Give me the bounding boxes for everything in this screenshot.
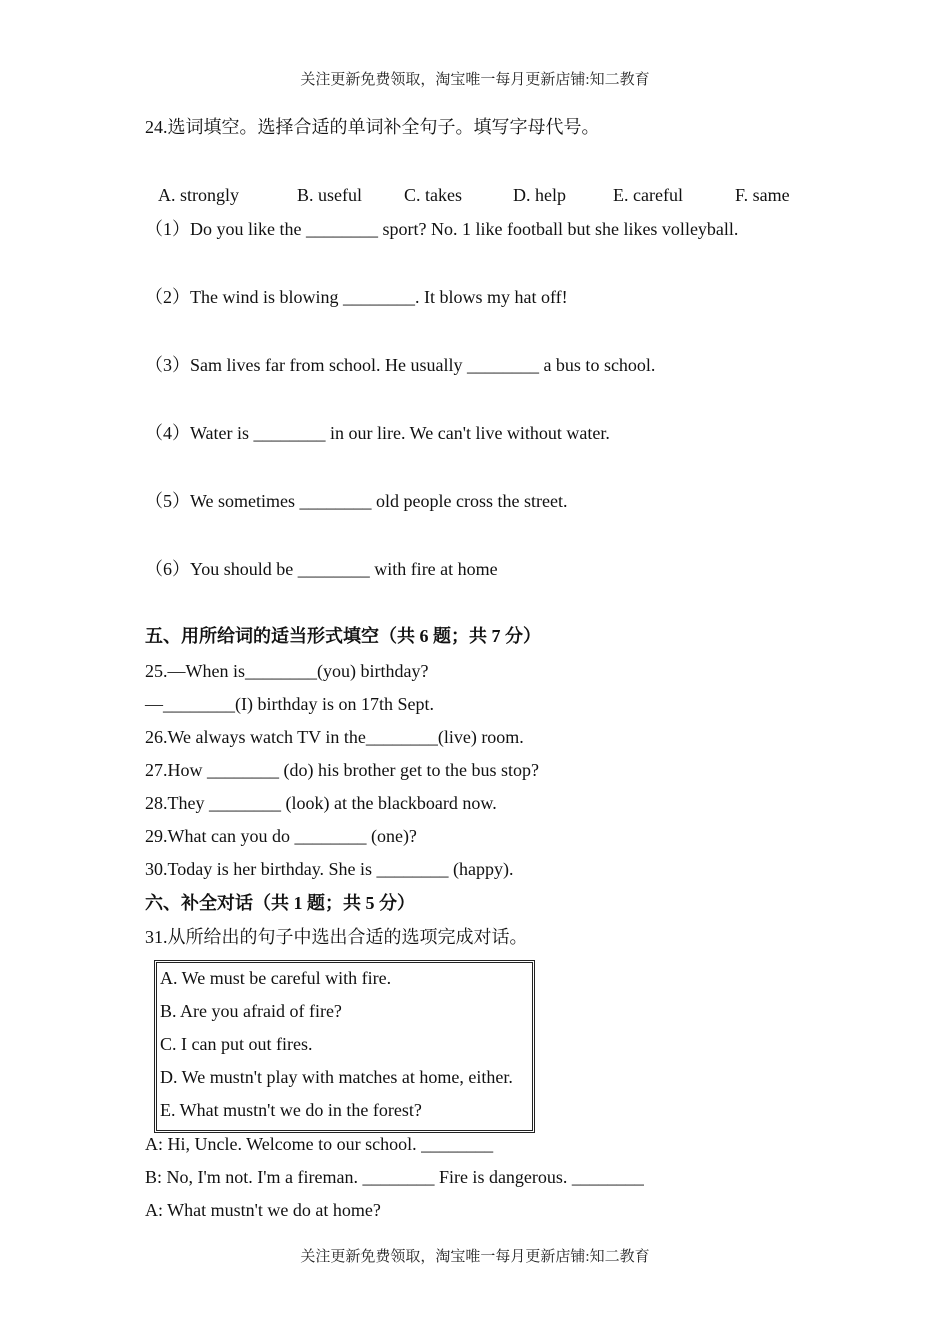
section6-heading: 六、补全对话（共 1 题；共 5 分） bbox=[145, 893, 415, 913]
option-f: F. same bbox=[735, 185, 790, 205]
option-a: A. strongly bbox=[158, 185, 239, 205]
option-e: E. careful bbox=[613, 185, 683, 205]
box-option-d: D. We mustn't play with matches at home, either. bbox=[160, 1067, 513, 1087]
option-c: C. takes bbox=[404, 185, 462, 205]
q24-item-6: （6）You should be ________ with fire at home bbox=[145, 559, 498, 579]
q30: 30.Today is her birthday. She is ________ (happy). bbox=[145, 859, 514, 879]
q24-item-5: （5）We sometimes ________ old people cross the street. bbox=[145, 491, 568, 511]
box-option-e: E. What mustn't we do in the forest? bbox=[160, 1100, 422, 1120]
q24-item-2: （2）The wind is blowing ________. It blows my hat off! bbox=[145, 287, 568, 307]
option-d: D. help bbox=[513, 185, 566, 205]
q27: 27.How ________ (do) his brother get to the bus stop? bbox=[145, 760, 539, 780]
dialogue-line-3: A: What mustn't we do at home? bbox=[145, 1200, 381, 1220]
page-header: 关注更新免费领取，淘宝唯一每月更新店铺:知二教育 bbox=[300, 72, 650, 88]
box-option-b: B. Are you afraid of fire? bbox=[160, 1001, 342, 1021]
box-option-a: A. We must be careful with fire. bbox=[160, 968, 392, 988]
dialogue-line-2: B: No, I'm not. I'm a fireman. ________ Fire is dangerous. ________ bbox=[145, 1167, 644, 1187]
q24-item-4: （4）Water is ________ in our lire. We can't live without water. bbox=[145, 423, 610, 443]
box-option-c: C. I can put out fires. bbox=[160, 1034, 313, 1054]
q31-title: 31.从所给出的句子中选出合适的选项完成对话。 bbox=[145, 927, 528, 947]
q25-line-2: —________(I) birthday is on 17th Sept. bbox=[145, 694, 434, 714]
q24-item-3: （3）Sam lives far from school. He usually ________ a bus to school. bbox=[145, 355, 656, 375]
page-footer: 关注更新免费领取，淘宝唯一每月更新店铺:知二教育 bbox=[300, 1249, 650, 1265]
q26: 26.We always watch TV in the________(live) room. bbox=[145, 727, 524, 747]
q24-title: 24.选词填空。选择合适的单词补全句子。填写字母代号。 bbox=[145, 117, 600, 137]
options-box bbox=[154, 960, 535, 1133]
dialogue-line-1: A: Hi, Uncle. Welcome to our school. ________ bbox=[145, 1134, 494, 1154]
q28: 28.They ________ (look) at the blackboard now. bbox=[145, 793, 497, 813]
option-b: B. useful bbox=[297, 185, 362, 205]
q29: 29.What can you do ________ (one)? bbox=[145, 826, 417, 846]
q25-line-1: 25.—When is________(you) birthday? bbox=[145, 661, 429, 681]
q24-item-1: （1）Do you like the ________ sport? No. 1 like football but she likes volleyball. bbox=[145, 219, 739, 239]
section5-heading: 五、用所给词的适当形式填空（共 6 题；共 7 分） bbox=[145, 626, 541, 646]
